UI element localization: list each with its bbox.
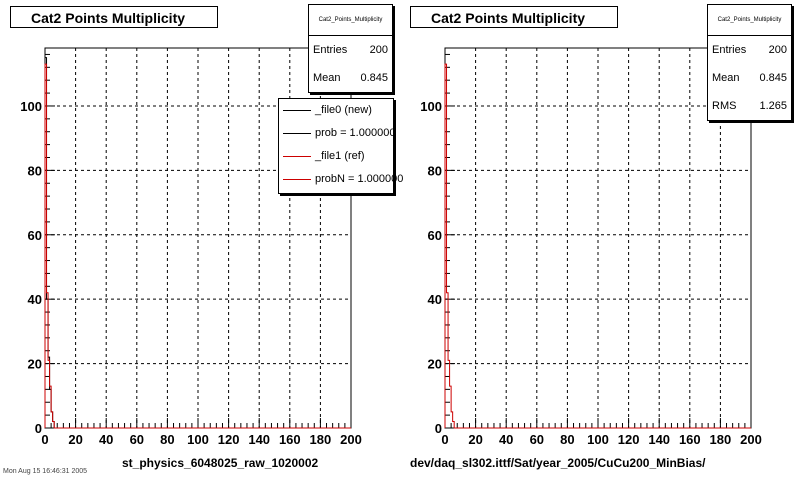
right-stats-name: Cat2_Points_Multiplicity	[708, 5, 791, 36]
left-ytick-label-80: 80	[27, 163, 42, 179]
left-xtick-label-60: 60	[129, 432, 145, 447]
legend-label-file1: _file1 (ref)	[315, 150, 365, 162]
right-ytick-label-80: 80	[427, 163, 442, 179]
right-stats-rms-label: RMS	[712, 100, 737, 112]
legend-entry-file0	[279, 99, 393, 122]
legend-label-probn: probN = 1.000000	[315, 173, 404, 185]
right-stats-mean-row	[708, 64, 791, 92]
left-xtick-label-80: 80	[160, 432, 175, 447]
right-xtick-label-20: 20	[468, 432, 483, 447]
right-xtick-label-140: 140	[648, 432, 671, 447]
left-stats-entries-label: Entries	[313, 44, 348, 56]
right-xtick-label-40: 40	[498, 432, 514, 447]
left-plot-title: Cat2 Points Multiplicity	[10, 6, 218, 28]
right-footer-label: dev/daq_sl302.ittf/Sat/year_2005/CuCu200_MinBias/	[410, 456, 706, 470]
legend-line-probn	[283, 179, 311, 180]
left-ytick-label-20: 20	[27, 356, 42, 372]
left-stats-mean-row	[309, 64, 392, 92]
right-xtick-label-80: 80	[560, 432, 575, 447]
legend-entry-probn	[279, 168, 404, 191]
right-xtick-label-160: 160	[678, 432, 701, 447]
left-xtick-label-180: 180	[309, 432, 332, 447]
left-stats-box	[308, 4, 393, 93]
left-stats-name: Cat2_Points_Multiplicity	[309, 5, 392, 36]
left-xtick-label-40: 40	[98, 432, 114, 447]
left-ytick-label-40: 40	[27, 292, 42, 308]
right-stats-rms-value: 1.265	[759, 100, 787, 112]
right-xtick-label-60: 60	[529, 432, 545, 447]
right-xtick-label-120: 120	[617, 432, 640, 447]
timestamp: Mon Aug 15 16:46:31 2005	[3, 468, 88, 475]
right-plot-title: Cat2 Points Multiplicity	[410, 6, 618, 28]
right-stats-entries-label: Entries	[712, 44, 747, 56]
left-ytick-label-100: 100	[20, 98, 42, 114]
right-ytick-label-20: 20	[427, 356, 442, 372]
right-xtick-label-0: 0	[441, 432, 449, 447]
right-stats-mean-value: 0.845	[759, 72, 787, 84]
left-xtick-label-100: 100	[187, 432, 209, 447]
left-ytick-label-60: 60	[27, 227, 42, 243]
right-ytick-label-100: 100	[420, 98, 442, 114]
right-xtick-label-100: 100	[587, 432, 609, 447]
comparison-legend	[278, 98, 404, 194]
right-stats-rms-row	[708, 92, 791, 120]
right-stats-mean-label: Mean	[712, 72, 740, 84]
left-xtick-label-20: 20	[68, 432, 83, 447]
legend-line-file1	[283, 156, 311, 157]
right-xtick-label-180: 180	[709, 432, 732, 447]
left-stats-mean-value: 0.845	[360, 72, 388, 84]
left-stats-entries-value: 200	[369, 44, 388, 56]
left-xtick-label-140: 140	[248, 432, 271, 447]
right-stats-entries-value: 200	[768, 44, 787, 56]
legend-line-prob	[283, 133, 311, 134]
right-ytick-label-40: 40	[427, 292, 442, 308]
left-footer-label: st_physics_6048025_raw_1020002	[122, 456, 319, 470]
left-ytick-label-0: 0	[34, 421, 42, 436]
right-stats-entries-row	[708, 36, 791, 64]
right-ytick-label-0: 0	[434, 421, 442, 436]
left-xtick-label-160: 160	[278, 432, 301, 447]
left-xtick-label-120: 120	[217, 432, 240, 447]
legend-label-prob: prob = 1.000000	[315, 127, 396, 139]
legend-label-file0: _file0 (new)	[315, 104, 372, 116]
left-xtick-label-0: 0	[41, 432, 49, 447]
right-ytick-label-60: 60	[427, 227, 442, 243]
legend-line-file0	[283, 110, 311, 111]
right-xtick-label-200: 200	[740, 432, 762, 447]
left-xtick-label-200: 200	[340, 432, 362, 447]
legend-entry-file1	[279, 145, 393, 168]
legend-entry-prob	[279, 122, 396, 145]
right-stats-box	[707, 4, 792, 121]
left-stats-entries-row	[309, 36, 392, 64]
left-stats-mean-label: Mean	[313, 72, 341, 84]
